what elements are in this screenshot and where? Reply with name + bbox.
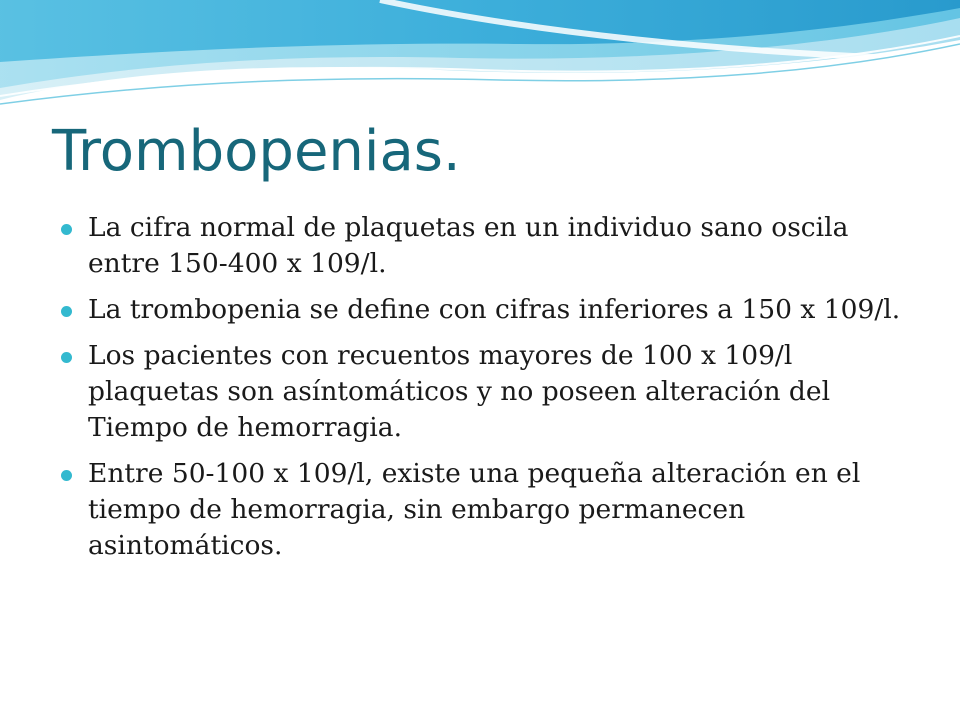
- bullet-list: [56, 210, 916, 574]
- bullet-dot-icon: [61, 306, 72, 317]
- bullet-item: [56, 338, 916, 446]
- bullet-dot-icon: [61, 352, 72, 363]
- bullet-text: Entre 50-100 x 109/l, existe una pequeña alteración en el tiempo de hemorragia, sin embargo permanecen asintomáticos.: [88, 458, 861, 561]
- bullet-text: La cifra normal de plaquetas en un individuo sano oscila entre 150-400 x 109/l.: [88, 212, 849, 279]
- slide-title: Trombopenias.: [52, 119, 461, 184]
- wave-header-decoration: [0, 0, 960, 120]
- bullet-text: La trombopenia se define con cifras inferiores a 150 x 109/l.: [88, 294, 901, 325]
- bullet-dot-icon: [61, 224, 72, 235]
- bullet-dot-icon: [61, 470, 72, 481]
- bullet-item: [56, 292, 916, 328]
- bullet-text: Los pacientes con recuentos mayores de 100 x 109/l plaquetas son asíntomáticos y no poseen alteración del Tiempo de hemorragia.: [88, 340, 831, 443]
- bullet-item: [56, 456, 916, 564]
- bullet-item: [56, 210, 916, 282]
